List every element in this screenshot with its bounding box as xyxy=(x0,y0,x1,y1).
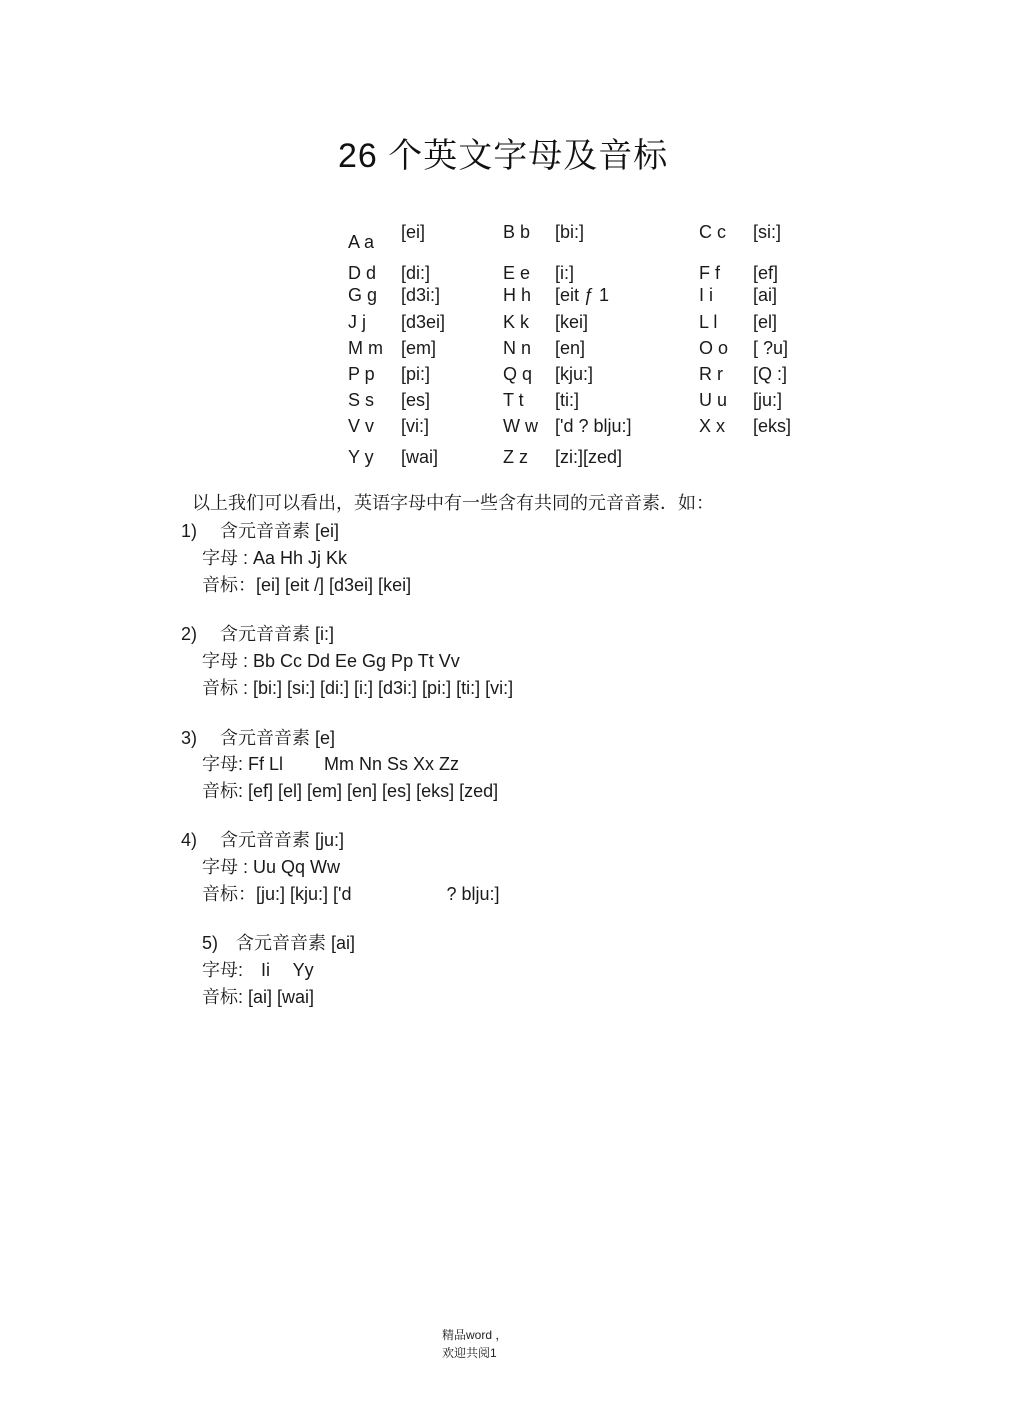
group-heading: 2) 含元音音素 [i:] xyxy=(181,624,335,644)
letter-cell: L l xyxy=(699,312,718,332)
letter-cell: O o xyxy=(699,338,729,358)
letter-cell: X x xyxy=(699,416,726,436)
phonetic-cell: [eit ƒ 1 xyxy=(555,285,610,305)
letter-cell: Q q xyxy=(503,364,533,384)
phonetic-cell: [em] xyxy=(401,338,437,358)
phonetic-cell: [vi:] xyxy=(401,416,430,436)
group-heading: 1) 含元音音素 [ei] xyxy=(181,521,340,541)
phonetic-cell: [el] xyxy=(753,312,778,332)
letter-cell: M m xyxy=(348,338,383,358)
letter-cell: J j xyxy=(348,312,366,332)
letter-cell: A a xyxy=(348,232,375,252)
phonetic-cell: [en] xyxy=(555,338,586,358)
phonetic-cell: ['d ? blju:] xyxy=(555,416,632,436)
group-heading: 4) 含元音音素 [ju:] xyxy=(181,830,345,850)
group-phonetics: 音标: [ef] [el] [em] [en] [es] [eks] [zed] xyxy=(202,781,499,801)
phonetic-cell: [di:] xyxy=(401,263,431,283)
group-letters: 字母 : Bb Cc Dd Ee Gg Pp Tt Vv xyxy=(202,651,460,671)
letter-cell: U u xyxy=(699,390,728,410)
letter-cell: V v xyxy=(348,416,375,436)
phonetic-cell: [ef] xyxy=(753,263,779,283)
letter-cell: B b xyxy=(503,222,531,242)
letter-cell: H h xyxy=(503,285,532,305)
page-title: 26 个英文字母及音标 xyxy=(338,137,669,175)
phonetic-cell: [kju:] xyxy=(555,364,594,384)
letter-cell: D d xyxy=(348,263,377,283)
letter-cell: R r xyxy=(699,364,723,384)
group-letters: 字母: Ii Yy xyxy=(202,960,314,980)
letter-cell: E e xyxy=(503,263,531,283)
footer-line-1: 精品word ， xyxy=(442,1328,508,1342)
letter-cell: T t xyxy=(503,390,524,410)
phonetic-cell: [ ?u] xyxy=(753,338,789,358)
group-phonetics: 音标：[ei] [eit /] [d3ei] [kei] xyxy=(202,575,412,595)
letter-cell: C c xyxy=(699,222,726,242)
letter-cell: G g xyxy=(348,285,378,305)
letter-cell: Z z xyxy=(503,447,528,467)
phonetic-cell: [i:] xyxy=(555,263,575,283)
letter-cell: I i xyxy=(699,285,714,305)
intro-text: 以上我们可以看出，英语字母中有一些含有共同的元音音素．如： xyxy=(192,493,714,513)
phonetic-cell: [bi:] xyxy=(555,222,585,242)
phonetic-cell: [wai] xyxy=(401,447,439,467)
phonetic-cell: [ai] xyxy=(753,285,778,305)
phonetic-cell: [si:] xyxy=(753,222,782,242)
phonetic-cell: [es] xyxy=(401,390,431,410)
phonetic-cell: [ti:] xyxy=(555,390,580,410)
phonetic-cell: [kei] xyxy=(555,312,589,332)
group-heading: 3) 含元音音素 [e] xyxy=(181,728,336,748)
phonetic-cell: [d3ei] xyxy=(401,312,446,332)
phonetic-cell: [eks] xyxy=(753,416,792,436)
letter-cell: W w xyxy=(503,416,538,436)
group-phonetics: 音标 : [bi:] [si:] [di:] [i:] [d3i:] [pi:] [ti:] [vi:] xyxy=(202,678,514,698)
phonetic-cell: [zi:][zed] xyxy=(555,447,623,467)
phonetic-cell: [pi:] xyxy=(401,364,431,384)
group-heading: 5) 含元音音素 [ai] xyxy=(202,933,356,953)
group-letters: 字母: Ff Ll Mm Nn Ss Xx Zz xyxy=(202,754,460,774)
group-letters: 字母 : Uu Qq Ww xyxy=(202,857,341,877)
letter-cell: Y y xyxy=(348,447,374,467)
phonetic-cell: [ei] xyxy=(401,222,426,242)
letter-cell: P p xyxy=(348,364,375,384)
letter-cell: S s xyxy=(348,390,375,410)
phonetic-cell: [d3i:] xyxy=(401,285,441,305)
letter-cell: N n xyxy=(503,338,532,358)
letter-cell: F f xyxy=(699,263,720,283)
group-phonetics: 音标：[ju:] [kju:] ['d ? blju:] xyxy=(202,884,500,904)
phonetic-cell: [ju:] xyxy=(753,390,783,410)
footer-line-2: 欢迎共阅1 xyxy=(442,1346,497,1360)
phonetic-cell: [Q :] xyxy=(753,364,788,384)
group-letters: 字母 : Aa Hh Jj Kk xyxy=(202,548,348,568)
group-phonetics: 音标: [ai] [wai] xyxy=(202,987,315,1007)
letter-cell: K k xyxy=(503,312,530,332)
